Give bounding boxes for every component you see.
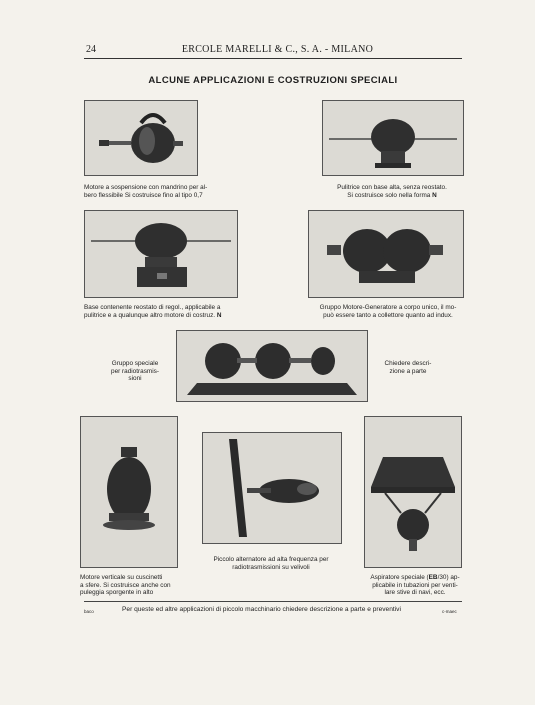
- caption-line: Chiedere descri-: [384, 360, 432, 367]
- caption-line: Piccolo alternatore ad alta frequenza per: [213, 556, 329, 563]
- caption-line: lare stive di navi, ecc.: [384, 589, 446, 597]
- photo-suspension-motor: [84, 100, 198, 176]
- footer-right-code: c-maec: [442, 609, 457, 614]
- caption-vertical-motor: [80, 574, 190, 597]
- caption-special-aspirator: [360, 574, 470, 597]
- caption-line: pulitrice e a qualunque altro motore di costruz. N: [84, 311, 222, 319]
- caption-line: Motore a sospensione con mandrino per al-: [84, 184, 208, 191]
- photo-radio-group: [176, 330, 368, 402]
- caption-line: Pulitrice con base alta, senza reostato.: [337, 184, 447, 191]
- caption-line: Gruppo speciale: [111, 360, 159, 367]
- radio-group-illustration: [177, 331, 367, 401]
- polisher-illustration: [323, 101, 463, 175]
- caption-line: può essere tanto a collettore quanto ad indux.: [323, 311, 453, 319]
- header-rule: [84, 58, 462, 59]
- caption-line: Aspiratore speciale (EB/30) ap-: [370, 574, 460, 581]
- caption-radio-group: [98, 360, 172, 383]
- photo-vertical-motor: [80, 416, 178, 568]
- caption-line: bero flessibile Si costruisce fino al tipo 0,7: [84, 191, 203, 199]
- caption-line: sioni: [128, 375, 142, 383]
- caption-motor-generator: [302, 304, 474, 319]
- caption-suspension-motor: [84, 184, 234, 199]
- footer-left-code: baco: [84, 609, 94, 614]
- caption-line: Motore verticale su cuscinetti: [80, 574, 163, 581]
- caption-line: puleggia sporgente in alto: [80, 589, 154, 597]
- caption-line: a sfere. Si costruisce anche con: [80, 581, 171, 589]
- hf-alternator-illustration: [203, 433, 341, 543]
- photo-polisher-high-base: [322, 100, 464, 176]
- caption-line: plicabile in tubazioni per venti-: [372, 581, 458, 589]
- footer-note: Per queste ed altre applicazioni di piccolo macchinario chiedere descrizione a parte e preventivi: [122, 606, 401, 613]
- page-number: 24: [86, 44, 96, 55]
- section-title: ALCUNE APPLICAZIONI E COSTRUZIONI SPECIALI: [148, 75, 398, 86]
- footer-rule: [84, 601, 462, 602]
- photo-rheostat-base: [84, 210, 238, 298]
- caption-line: zione a parte: [389, 367, 427, 375]
- photo-motor-generator: [308, 210, 464, 298]
- rheostat-base-illustration: [85, 211, 237, 297]
- suspension-motor-illustration: [85, 101, 197, 175]
- caption-rheostat-base: [84, 304, 256, 319]
- motor-generator-illustration: [309, 211, 463, 297]
- caption-line: per radiotrasmis-: [111, 367, 159, 375]
- caption-hf-alternator: [196, 556, 346, 571]
- caption-polisher-high-base: [308, 184, 476, 199]
- photo-special-aspirator: [364, 416, 462, 568]
- aspirator-illustration: [365, 417, 461, 567]
- page-header-title: ERCOLE MARELLI & C., S. A. - MILANO: [181, 44, 374, 55]
- vertical-motor-illustration: [81, 417, 177, 567]
- caption-line: radiotrasmissioni su velivoli: [232, 563, 310, 571]
- photo-hf-alternator: [202, 432, 342, 544]
- caption-line: Base contenente reostato di regol., applicabile a: [84, 304, 221, 311]
- caption-request-description: [376, 360, 440, 375]
- caption-line: Si costruisce solo nella forma N: [347, 191, 437, 199]
- caption-line: Gruppo Motore-Generatore a corpo unico, il mo-: [319, 304, 457, 311]
